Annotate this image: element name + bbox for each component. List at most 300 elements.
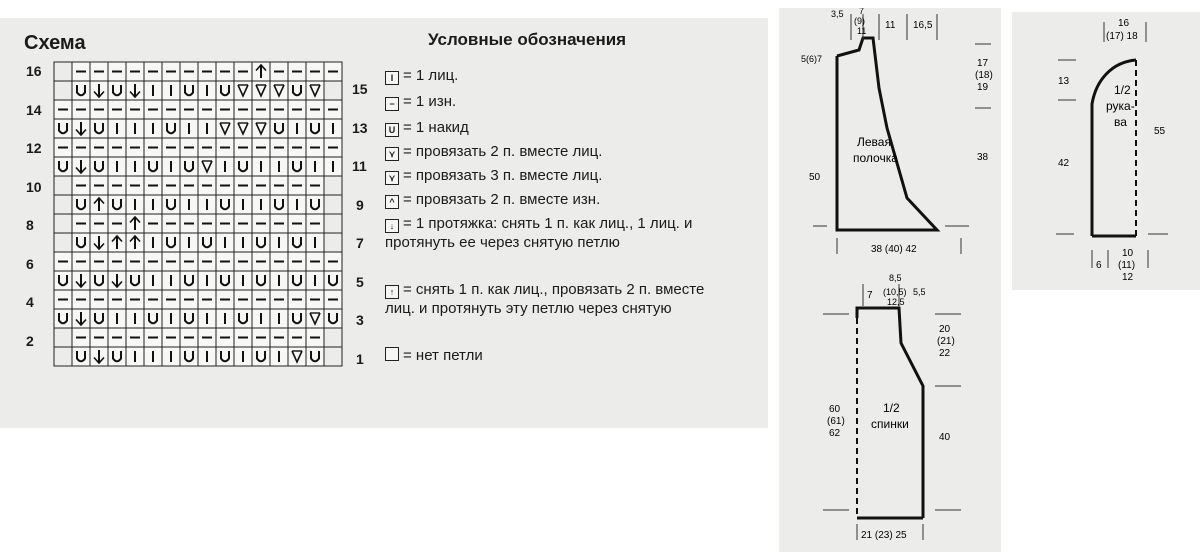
purl-stitch [324,138,342,157]
back-label: 1/2 [883,401,900,415]
purl-stitch [108,138,126,157]
sleeve-pattern-drawing [1012,12,1200,290]
sk2p-stitch [252,62,270,81]
sk2p-stitch [126,214,144,233]
purl-stitch [126,290,144,309]
scheme-title: Схема [24,32,86,54]
purl-stitch [198,138,216,157]
purl-stitch [270,138,288,157]
purl-stitch [72,214,90,233]
left-front-piece [801,8,993,255]
dim-top: 11 [857,26,867,36]
left-front-label: полочка [853,151,898,165]
purl-stitch [162,62,180,81]
knit-stitch [108,119,126,138]
purl-stitch [180,214,198,233]
purl-stitch [180,290,198,309]
sleeve-pattern-panel [1012,12,1200,290]
knit-stitch [198,347,216,366]
yarn-over-stitch [54,157,72,176]
purl-stitch [288,252,306,271]
p2tog-symbol-icon: ^ [385,195,399,209]
purl-stitch [270,214,288,233]
knit-stitch [216,233,234,252]
purl-stitch [162,290,180,309]
purl-stitch [90,138,108,157]
row-label-right: 1 [356,351,364,367]
no-stitch-symbol-icon [385,347,399,361]
knit-stitch [144,233,162,252]
ssk-stitch [90,233,108,252]
dim-bottom: 21 (23) 25 [861,530,907,541]
purl-stitch [90,290,108,309]
garment-pattern-drawing [779,8,1001,552]
yarn-over-stitch [72,347,90,366]
k2tog-stitch [306,309,324,328]
yarn-over-stitch [90,271,108,290]
purl-stitch [198,176,216,195]
purl-stitch [270,176,288,195]
purl-stitch [234,328,252,347]
purl-stitch [54,100,72,119]
purl-stitch [72,100,90,119]
knit-stitch [162,347,180,366]
dim-bottom: 38 (40) 42 [871,244,917,255]
purl-stitch [180,100,198,119]
purl-stitch [234,176,252,195]
purl-stitch [72,290,90,309]
row-label-left: 2 [26,333,34,349]
purl-stitch [270,62,288,81]
knit-stitch [144,347,162,366]
ssk-stitch [72,309,90,328]
purl-stitch [90,328,108,347]
row-label-right: 5 [356,274,364,290]
yarn-over-stitch [252,233,270,252]
dim-right-top: (18) [975,70,993,81]
yarn-over-stitch [270,195,288,214]
row-label-left: 12 [26,140,42,156]
no-stitch [54,195,72,214]
purl-stitch [54,252,72,271]
yarn-over-stitch [180,81,198,100]
legend-item-yarn-over [385,118,469,137]
dim-top: (9) [854,16,865,26]
purl-stitch [198,328,216,347]
legend-item-ssk [385,214,730,252]
purl-stitch [72,328,90,347]
purl-stitch [162,328,180,347]
purl-stitch [234,138,252,157]
row-label-left: 16 [26,63,42,79]
sk2p-stitch [108,233,126,252]
knit-stitch [324,157,342,176]
purl-stitch [108,176,126,195]
knit-stitch [198,119,216,138]
knit-stitch [144,271,162,290]
knit-stitch [108,157,126,176]
purl-stitch [54,138,72,157]
knit-stitch [252,157,270,176]
row-label-right: 13 [352,120,368,136]
dim-top: 16 [1118,18,1130,29]
no-stitch [324,176,342,195]
purl-stitch [162,214,180,233]
dim-right-side: 40 [939,432,951,443]
k2tog-stitch [270,81,288,100]
purl-stitch [216,328,234,347]
knit-stitch [198,309,216,328]
knit-stitch [144,81,162,100]
knit-stitch [216,309,234,328]
purl-stitch [324,100,342,119]
row-label-right: 11 [352,158,367,174]
dim-top: 7 [867,290,873,301]
ssk-stitch [90,347,108,366]
purl-stitch [144,100,162,119]
purl-stitch [306,252,324,271]
dim-top: 8,5 [889,273,902,283]
purl-stitch [126,100,144,119]
sk2p-stitch [90,195,108,214]
purl-stitch [252,290,270,309]
yarn-over-stitch [306,195,324,214]
back-piece [823,273,961,541]
yarn-over-stitch [54,309,72,328]
knit-stitch [270,157,288,176]
knit-stitch [288,195,306,214]
no-stitch [54,347,72,366]
yarn-over-symbol-icon: U [385,123,399,137]
yarn-over-stitch [324,309,342,328]
purl-stitch [288,290,306,309]
purl-stitch [108,328,126,347]
yarn-over-stitch [234,309,252,328]
no-stitch [324,195,342,214]
k2tog-stitch [288,347,306,366]
dim-top: (17) 18 [1106,31,1138,42]
dim-left-small: 5(6)7 [801,54,823,64]
dim-top: 16,5 [913,20,933,31]
sleeve-label: 1/2 [1114,83,1131,97]
purl-stitch [288,62,306,81]
knit-stitch [126,309,144,328]
knit-stitch [252,309,270,328]
purl-stitch [54,290,72,309]
knit-stitch [162,81,180,100]
purl-stitch [252,100,270,119]
knit-stitch [270,309,288,328]
dim-right-top: 20 [939,324,951,335]
knit-stitch [162,309,180,328]
purl-stitch [108,100,126,119]
dim-left-height: 60 [829,404,841,415]
purl-stitch [306,176,324,195]
legend-text: = снять 1 п. как лиц., провязать 2 п. вместе лиц. и протянуть эту петлю через снятую [385,281,705,317]
knit-stitch [180,119,198,138]
purl-stitch [216,252,234,271]
purl-stitch [90,214,108,233]
yarn-over-stitch [90,157,108,176]
purl-stitch [144,62,162,81]
yarn-over-stitch [216,347,234,366]
knit-stitch [162,271,180,290]
no-stitch [54,328,72,347]
knit-stitch [270,347,288,366]
k2tog-stitch [216,119,234,138]
yarn-over-stitch [180,347,198,366]
knit-stitch [144,119,162,138]
purl-stitch [198,62,216,81]
knit-stitch [126,157,144,176]
yarn-over-stitch [198,233,216,252]
legend-item-purl [385,92,456,111]
purl-stitch [90,252,108,271]
dim-left-height: 62 [829,428,841,439]
dim-top: 11 [885,20,896,31]
row-label-right: 7 [356,235,364,251]
knit-stitch [216,157,234,176]
row-label-left: 6 [26,256,34,272]
purl-stitch [288,214,306,233]
sleeve-label: рука- [1106,99,1135,113]
yarn-over-stitch [90,309,108,328]
purl-stitch [306,214,324,233]
knit-stitch [234,271,252,290]
front-back-pattern-panel [779,8,1001,552]
yarn-over-stitch [144,157,162,176]
purl-stitch [216,214,234,233]
dim-bottom: 10 [1122,248,1134,259]
knit-stitch [126,195,144,214]
yarn-over-stitch [306,119,324,138]
no-stitch [324,233,342,252]
purl-stitch [108,62,126,81]
purl-stitch [126,176,144,195]
knit-stitch [180,195,198,214]
purl-stitch [288,176,306,195]
purl-stitch [252,138,270,157]
purl-stitch [234,62,252,81]
k2tog-stitch [252,81,270,100]
yarn-over-stitch [180,271,198,290]
purl-stitch [162,100,180,119]
yarn-over-stitch [252,271,270,290]
yarn-over-stitch [108,195,126,214]
row-label-left: 4 [26,294,34,310]
yarn-over-stitch [162,119,180,138]
ssk-stitch [90,81,108,100]
purl-stitch [270,328,288,347]
dim-right-side: 55 [1154,126,1166,137]
purl-symbol-icon: − [385,97,399,111]
dim-right-side: 38 [977,152,989,163]
yarn-over-stitch [72,195,90,214]
yarn-over-stitch [54,119,72,138]
purl-stitch [288,328,306,347]
ssk-stitch [108,271,126,290]
legend-title: Условные обозначения [428,30,627,49]
knit-stitch [270,233,288,252]
purl-stitch [306,328,324,347]
knit-stitch [324,119,342,138]
purl-stitch [198,100,216,119]
yarn-over-stitch [216,81,234,100]
row-label-left: 10 [26,179,42,195]
stitch-chart-grid [52,60,344,372]
yarn-over-stitch [270,119,288,138]
purl-stitch [288,100,306,119]
purl-stitch [144,252,162,271]
left-front-outline [837,38,937,230]
purl-stitch [198,214,216,233]
purl-stitch [306,290,324,309]
knit-stitch [162,157,180,176]
dim-top: (10,5) [883,287,907,297]
yarn-over-stitch [54,271,72,290]
purl-stitch [90,176,108,195]
row-label-right: 9 [356,197,364,213]
yarn-over-stitch [180,157,198,176]
purl-stitch [162,138,180,157]
purl-stitch [270,100,288,119]
no-stitch [54,62,72,81]
row-label-right: 3 [356,312,364,328]
knit-stitch [198,195,216,214]
k2tog-stitch [198,157,216,176]
legend-item-no-stitch [385,346,483,365]
yarn-over-stitch [90,119,108,138]
purl-stitch [108,252,126,271]
yarn-over-stitch [306,347,324,366]
yarn-over-stitch [72,81,90,100]
knit-stitch [198,81,216,100]
no-stitch [54,214,72,233]
yarn-over-stitch [108,347,126,366]
knit-stitch [234,233,252,252]
dim-top: 12,5 [887,297,905,307]
purl-stitch [216,176,234,195]
k2tog-stitch [234,81,252,100]
purl-stitch [108,290,126,309]
legend-item-k2tog [385,142,602,161]
yarn-over-stitch [180,309,198,328]
knit-stitch [306,271,324,290]
dim-right-top: (21) [937,336,955,347]
knit-stitch [306,233,324,252]
purl-stitch [126,138,144,157]
purl-stitch [126,328,144,347]
k3tog-symbol-icon: ⋎ [385,171,399,185]
yarn-over-stitch [288,233,306,252]
knit-stitch [108,309,126,328]
ssk-stitch [72,271,90,290]
purl-stitch [234,290,252,309]
no-stitch [54,233,72,252]
dim-top: 5,5 [913,287,926,297]
purl-stitch [144,328,162,347]
knit-stitch [234,195,252,214]
purl-stitch [126,252,144,271]
knit-stitch [126,347,144,366]
row-label-right: 15 [352,81,368,97]
purl-stitch [270,252,288,271]
purl-stitch [252,252,270,271]
no-stitch [324,214,342,233]
purl-stitch [72,252,90,271]
purl-stitch [198,290,216,309]
row-label-left: 8 [26,217,34,233]
purl-stitch [144,176,162,195]
no-stitch [324,81,342,100]
knit-stitch [234,347,252,366]
purl-stitch [162,252,180,271]
dim-top: 3,5 [831,9,844,19]
dim-bottom: (11) [1118,260,1136,271]
purl-stitch [306,138,324,157]
legend-text: = нет петли [403,347,483,364]
yarn-over-stitch [126,271,144,290]
k2tog-stitch [252,119,270,138]
purl-stitch [180,138,198,157]
legend-text: = 1 протяжка: снять 1 п. как лиц., 1 лиц. и протянуть ее через снятую петлю [385,215,693,251]
purl-stitch [234,100,252,119]
legend-text: = 1 накид [403,119,469,136]
k2tog-stitch [306,81,324,100]
dim-left-height: 50 [809,172,821,183]
no-stitch [324,328,342,347]
purl-stitch [72,62,90,81]
purl-stitch [180,62,198,81]
sleeve-label: ва [1114,115,1127,129]
purl-stitch [144,290,162,309]
yarn-over-stitch [234,157,252,176]
yarn-over-stitch [288,309,306,328]
purl-stitch [180,328,198,347]
purl-stitch [126,62,144,81]
ssk-stitch [72,157,90,176]
dim-right-top: 17 [977,58,989,69]
no-stitch [54,81,72,100]
ssk-symbol-icon: ↓ [385,219,399,233]
knit-stitch [180,233,198,252]
dim-right-top: 19 [977,82,989,93]
purl-stitch [180,176,198,195]
knit-stitch [198,271,216,290]
purl-stitch [234,252,252,271]
yarn-over-stitch [162,195,180,214]
dim-bottom: 12 [1122,272,1134,283]
purl-stitch [216,290,234,309]
knit-stitch [270,271,288,290]
dim-top: 7 [859,8,865,16]
purl-stitch [324,290,342,309]
yarn-over-stitch [108,81,126,100]
yarn-over-stitch [324,271,342,290]
knit-stitch [288,119,306,138]
sk2p-symbol-icon: ↑ [385,285,399,299]
purl-stitch [306,62,324,81]
purl-stitch [252,214,270,233]
row-label-left: 14 [26,102,42,118]
yarn-over-stitch [216,271,234,290]
yarn-over-stitch [288,157,306,176]
no-stitch [324,347,342,366]
purl-stitch [90,100,108,119]
legend-text: = провязать 3 п. вместе лиц. [403,167,603,184]
knit-symbol-icon: I [385,71,399,85]
purl-stitch [216,100,234,119]
